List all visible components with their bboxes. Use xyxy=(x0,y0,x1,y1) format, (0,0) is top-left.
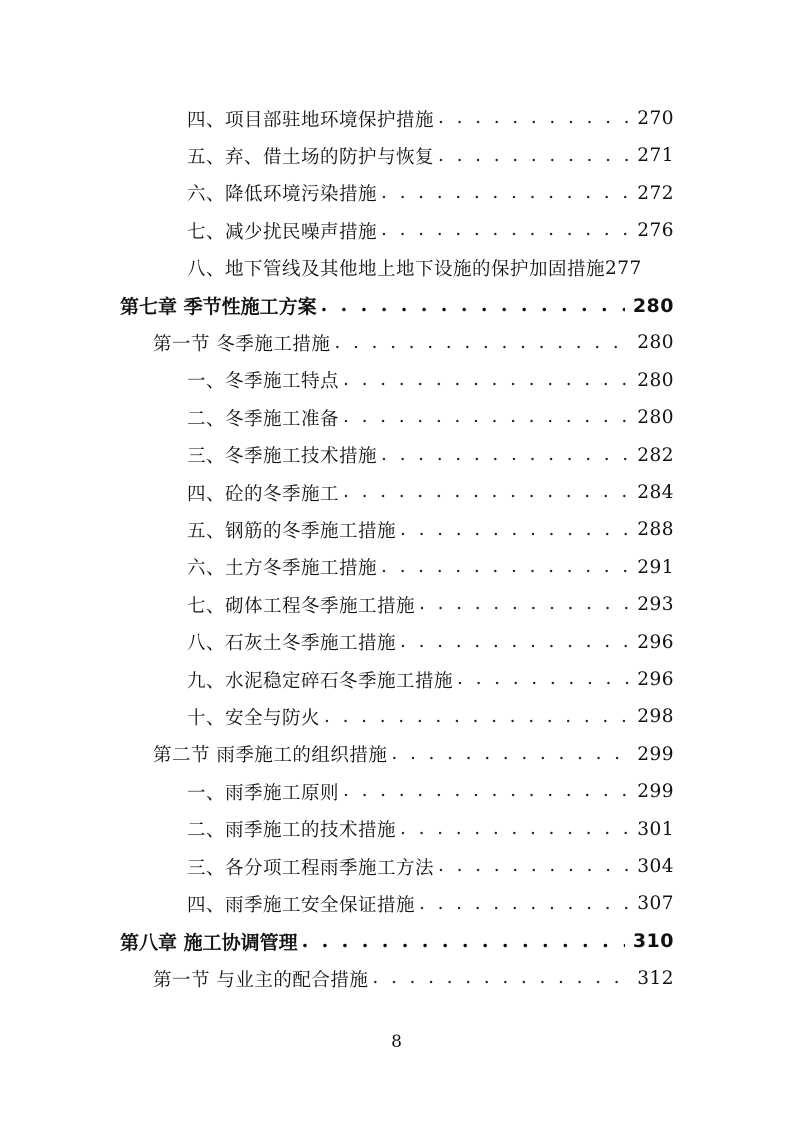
dot-leader xyxy=(438,147,629,166)
toc-entry-title: 二、冬季施工准备 xyxy=(187,408,340,430)
dot-leader xyxy=(302,932,625,951)
toc-entry-page: 299 xyxy=(637,781,674,803)
toc-entry-title: 九、水泥稳定碎石冬季施工措施 xyxy=(187,670,454,692)
toc-entry-page: 276 xyxy=(637,220,674,242)
toc-entry-title: 二、雨季施工的技术措施 xyxy=(187,820,397,842)
toc-entry-page: 298 xyxy=(637,706,674,728)
toc-entry[interactable] xyxy=(187,773,674,810)
toc-entry-page: 304 xyxy=(637,856,674,877)
dot-leader xyxy=(334,334,629,353)
toc-entry-title: 十、安全与防火 xyxy=(187,707,321,729)
toc-entry[interactable] xyxy=(187,437,674,474)
toc-entry[interactable] xyxy=(187,848,674,885)
toc-entry-title: 七、砌体工程冬季施工措施 xyxy=(187,595,416,617)
toc-section-entry[interactable] xyxy=(153,960,674,997)
dot-leader xyxy=(381,558,629,577)
toc-entry[interactable] xyxy=(187,100,674,137)
toc-entry-title: 三、各分项工程雨季施工方法 xyxy=(187,857,435,879)
toc-entry-title: 第八章 施工协调管理 xyxy=(120,931,298,954)
dot-leader xyxy=(391,745,629,764)
toc-entry[interactable] xyxy=(187,175,674,212)
toc-entry-page: 296 xyxy=(637,669,674,690)
toc-entry-title: 一、雨季施工原则 xyxy=(187,782,340,804)
toc-entry-page: 270 xyxy=(637,108,674,129)
toc-entry-page: 272 xyxy=(637,182,674,204)
toc-entry-title: 第二节 雨季施工的组织措施 xyxy=(153,745,388,767)
toc-entry-page: 296 xyxy=(637,631,674,653)
dot-leader xyxy=(438,857,629,876)
dot-leader xyxy=(343,782,629,801)
dot-leader xyxy=(419,895,629,914)
dot-leader xyxy=(343,371,629,390)
toc-entry-title: 一、冬季施工特点 xyxy=(187,371,340,393)
dot-leader xyxy=(324,708,629,727)
toc-entry[interactable] xyxy=(187,698,674,735)
toc-entry[interactable] xyxy=(187,586,674,623)
toc-entry[interactable] xyxy=(187,474,674,511)
toc-section-entry[interactable] xyxy=(153,736,674,773)
toc-entry-title: 第一节 与业主的配合措施 xyxy=(153,969,369,991)
dot-leader xyxy=(343,483,629,502)
dot-leader xyxy=(457,670,629,689)
toc-entry-page: 310 xyxy=(632,930,674,953)
dot-leader xyxy=(321,296,625,315)
toc-entry-page: 280 xyxy=(632,294,674,317)
toc-entry[interactable] xyxy=(187,250,674,287)
toc-entry-title: 五、弃、借土场的防护与恢复 xyxy=(187,146,435,168)
toc-entry-title: 四、雨季施工安全保证措施 xyxy=(187,894,416,916)
toc-entry[interactable] xyxy=(187,399,674,436)
dot-leader xyxy=(372,969,629,988)
toc-section-entry[interactable] xyxy=(153,324,674,361)
dot-leader xyxy=(343,408,629,427)
dot-leader xyxy=(400,820,629,839)
toc-entry-title: 七、减少扰民噪声措施 xyxy=(187,221,378,243)
toc-entry-page: 284 xyxy=(637,482,674,503)
toc-chapter-entry[interactable] xyxy=(120,287,674,324)
toc-entry-title: 第七章 季节性施工方案 xyxy=(120,296,317,318)
toc-entry-title: 五、钢筋的冬季施工措施 xyxy=(187,520,397,542)
toc-entry-title: 八、石灰土冬季施工措施 xyxy=(187,633,397,655)
toc-entry[interactable] xyxy=(187,549,674,586)
toc-entry-title: 四、砼的冬季施工 xyxy=(187,483,340,505)
toc-entry-page: 293 xyxy=(637,594,674,616)
toc-entry[interactable] xyxy=(187,811,674,848)
dot-leader xyxy=(419,595,629,614)
toc-chapter-entry[interactable] xyxy=(120,923,674,960)
toc-entry-title: 八、地下管线及其他地上地下设施的保护加固措施 xyxy=(187,259,606,281)
dot-leader xyxy=(381,184,629,203)
dot-leader xyxy=(438,109,629,128)
toc-entry-title: 六、降低环境污染措施 xyxy=(187,184,378,206)
toc-entry-page: 280 xyxy=(637,332,674,354)
toc-entry-title: 第一节 冬季施工措施 xyxy=(153,333,331,355)
toc-entry[interactable] xyxy=(187,661,674,698)
page-number: 8 xyxy=(391,1032,402,1052)
toc-entry[interactable] xyxy=(187,212,674,249)
toc-entry-page: 280 xyxy=(637,369,674,391)
toc-entry-title: 四、项目部驻地环境保护措施 xyxy=(187,109,435,131)
toc-entry-page: 282 xyxy=(637,444,674,466)
dot-leader xyxy=(381,446,629,465)
toc-entry-page: 301 xyxy=(637,818,674,840)
toc-entry[interactable] xyxy=(187,885,674,922)
dot-leader xyxy=(381,221,629,240)
toc-entry[interactable] xyxy=(187,624,674,661)
toc-entry-title: 三、冬季施工技术措施 xyxy=(187,446,378,468)
toc-entry-title: 六、土方冬季施工措施 xyxy=(187,558,378,580)
toc-entry[interactable] xyxy=(187,511,674,548)
toc-entry-page: 271 xyxy=(637,145,674,167)
toc-entry[interactable] xyxy=(187,362,674,399)
toc-entry-page: 291 xyxy=(637,556,674,578)
toc-entry-page: 307 xyxy=(637,893,674,915)
toc-entry-page: 277 xyxy=(605,257,642,279)
dot-leader xyxy=(400,521,629,540)
dot-leader xyxy=(400,633,629,652)
toc-entry-page: 288 xyxy=(637,519,674,541)
toc-entry[interactable] xyxy=(187,137,674,174)
toc-entry-page: 299 xyxy=(637,743,674,765)
toc-entry-page: 312 xyxy=(637,968,674,990)
toc-entry-page: 280 xyxy=(637,407,674,429)
